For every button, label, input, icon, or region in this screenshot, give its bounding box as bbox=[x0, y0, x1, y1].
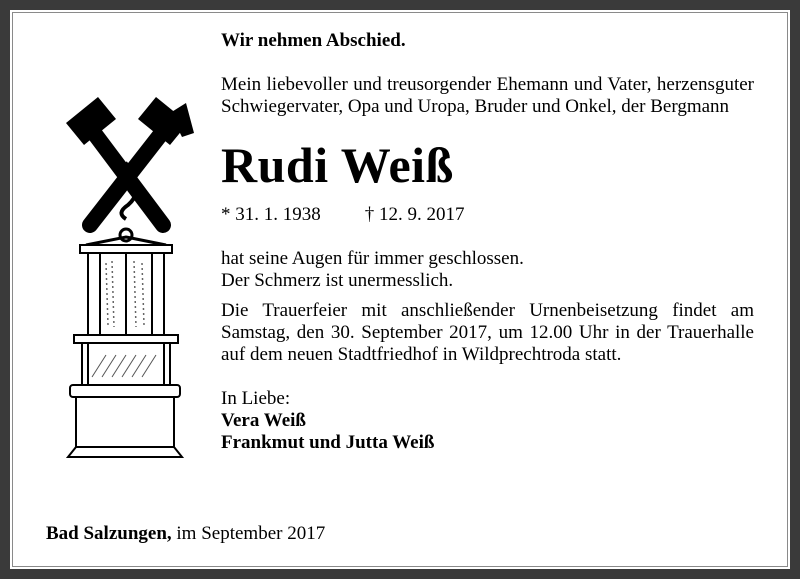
death-date: † 12. 9. 2017 bbox=[364, 204, 465, 225]
notice-date: im September 2017 bbox=[176, 523, 326, 544]
funeral-paragraph: Die Trauerfeier mit anschließender Urnenbeisetzung findet am Samstag, den 30. September 2017, um 12.00 Uhr in der Trauerhalle auf dem neuen Stadtfriedhof in Wildprechtroda statt. bbox=[221, 300, 754, 365]
deceased-name: Rudi Weiß bbox=[221, 137, 454, 193]
signoff-label: In Liebe: bbox=[221, 388, 291, 409]
closing-line-2: Der Schmerz ist unermesslich. bbox=[221, 270, 454, 291]
signatory: Frankmut und Jutta Weiß bbox=[221, 432, 435, 453]
intro-paragraph: Mein liebevoller und treusorgender Ehemann und Vater, herzensguter Schwiegervater, Opa und Uropa, Bruder und Onkel, der Bergmann bbox=[221, 74, 754, 117]
signatory: Vera Weiß bbox=[221, 410, 306, 431]
heading: Wir nehmen Abschied. bbox=[221, 30, 406, 51]
notice-body bbox=[221, 30, 754, 454]
miners-emblem bbox=[58, 85, 198, 465]
place-and-date bbox=[46, 523, 325, 545]
life-dates bbox=[221, 204, 754, 226]
closing-line-1: hat seine Augen für immer geschlossen. bbox=[221, 248, 524, 269]
birth-date: * 31. 1. 1938 bbox=[221, 204, 321, 225]
place: Bad Salzungen, bbox=[46, 523, 172, 544]
miners-lamp-icon bbox=[68, 163, 182, 457]
